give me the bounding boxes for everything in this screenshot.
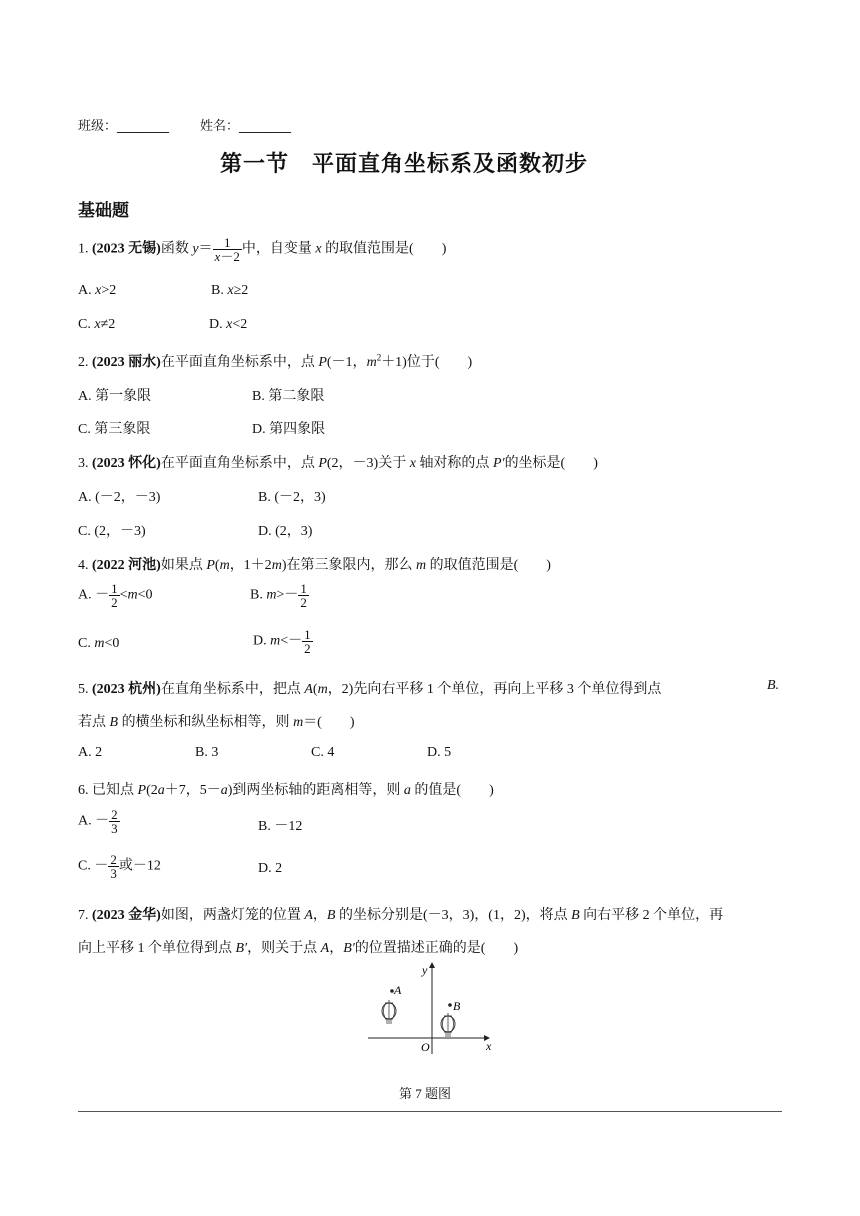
q6-option-a: A. － $\frac{2}{3}$: [78, 807, 118, 836]
q3-option-d: D. (2，3): [258, 524, 313, 539]
q2-option-c: C. 第三象限: [78, 422, 151, 437]
y-axis-arrow-icon: [429, 962, 435, 968]
q4-option-c: C. m<0: [78, 636, 120, 651]
question-7-line-2: 向上平移 1 个单位得到点 B′，则关于点 A，B′的位置描述正确的是( ): [78, 941, 519, 956]
q4-option-b: B. m>－ $\frac{1}{2}$: [250, 581, 307, 610]
question-5: 5. (2023 杭州)在直角坐标系中，把点 A(m，2)先向右平移 1 个单位，再向上平移 3 个单位得到点: [78, 682, 662, 697]
q2-option-b: B. 第二象限: [252, 389, 325, 404]
figure-caption: 第 7 题图: [399, 1086, 452, 1101]
question-3: 3. (2023 怀化)在平面直角坐标系中，点 P(2，－3)关于 x 轴对称的点 P′的坐标是( ): [78, 456, 598, 471]
page-title: 第一节 平面直角坐标系及函数初步: [220, 152, 589, 177]
name-label: 姓名：________: [200, 119, 292, 134]
q2-option-a: A. 第一象限: [78, 389, 152, 404]
q6-option-c: C. － $\frac{2}{3}$ 或－12: [78, 852, 161, 881]
q5-option-b: B. 3: [195, 745, 219, 760]
q1-option-d: D. x<2: [209, 317, 248, 332]
q1-fraction: $\frac{1}{x-2}$: [214, 235, 240, 264]
q5-point-b-end: B.: [767, 678, 780, 693]
q7-figure: [360, 958, 500, 1058]
q4-option-d: D. m<－ $\frac{1}{2}$: [253, 627, 311, 656]
origin-label: O: [421, 1040, 430, 1054]
q3-option-b: B. (－2，3): [258, 490, 326, 505]
q5-option-c: C. 4: [311, 745, 335, 760]
question-5-line-2: 若点 B 的横坐标和纵坐标相等，则 m＝( ): [78, 715, 355, 730]
q2-option-d: D. 第四象限: [252, 422, 326, 437]
point-a-label: A: [394, 983, 402, 997]
q5-option-a: A. 2: [78, 745, 103, 760]
q3-option-c: C. (2，－3): [78, 524, 146, 539]
q1-option-b: B. x≥2: [211, 283, 249, 298]
question-7: 7. (2023 金华)如图，两盏灯笼的位置 A，B 的坐标分别是(－3，3)，(1，2)，将点 B 向右平移 2 个单位，再: [78, 908, 724, 923]
q1-option-a: A. x>2: [78, 283, 117, 298]
question-2: 2. (2023 丽水)在平面直角坐标系中，点 P(－1，$m^2+1$)位于( ): [78, 352, 473, 370]
question-4: 4. (2022 河池)如果点 P(m，1＋2m)在第三象限内，那么 m 的取值范围是( ): [78, 558, 551, 573]
y-axis-label: y: [422, 963, 428, 977]
question-6: 6. 已知点 P(2a＋7，5－a)到两坐标轴的距离相等，则 a 的值是( ): [78, 783, 494, 798]
section-heading: 基础题: [78, 201, 129, 221]
q4-option-a: A. － $\frac{1}{2}$ <m<0: [78, 581, 153, 610]
class-label: 班级：________: [78, 119, 170, 134]
question-1: 1. (2023 无锡)函数 y＝ $\frac{1}{x-2}$ 中，自变量 x 的取值范围是( ): [78, 235, 447, 264]
q3-option-a: A. (－2，－3): [78, 490, 161, 505]
q6-option-d: D. 2: [258, 861, 283, 876]
point-b-label: B: [453, 999, 461, 1013]
q6-option-b: B. －12: [258, 819, 303, 834]
q5-option-d: D. 5: [427, 745, 452, 760]
x-axis-label: x: [486, 1039, 492, 1053]
page-divider: [78, 1111, 782, 1112]
q1-option-c: C. x≠2: [78, 317, 116, 332]
